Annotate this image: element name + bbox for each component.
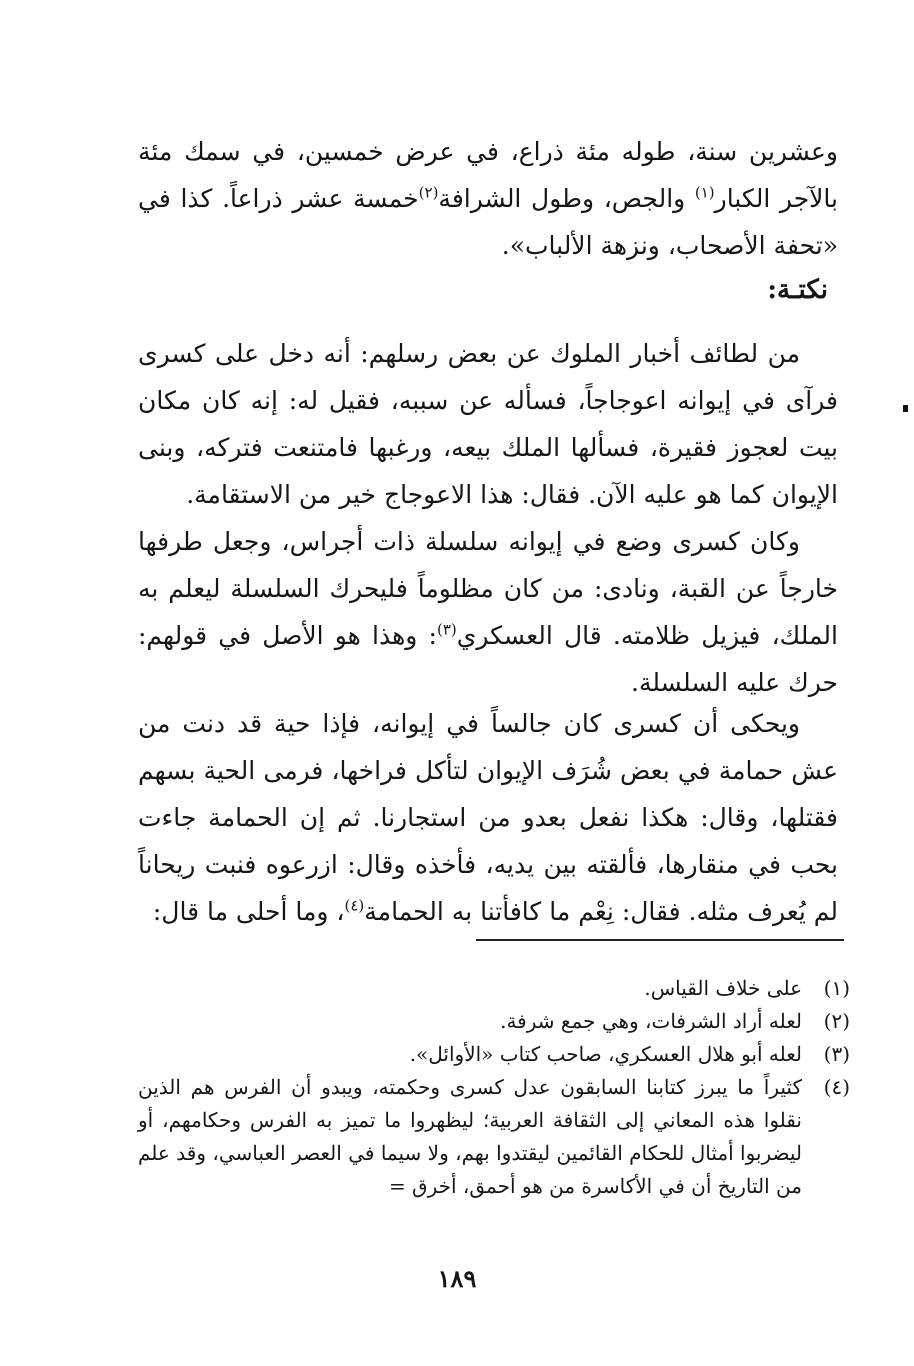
paragraph-3-text-b: ، وما أحلى ما قال: <box>152 897 345 926</box>
paragraph-1 <box>138 330 838 518</box>
opening-text-part-3: خمسة عشر ذراعاً. كذا في «تحفة الأصحاب، ونزهة الألباب». <box>138 184 838 260</box>
paragraph-1-text: من لطائف أخبار الملوك عن بعض رسلهم: أنه دخل على كسرى فرآى في إيوانه اعوجاجاً، فسأله عن سببه، فقيل له: إنه كان مكان بيت لعجوز فقيرة، فسألها الملك بيعه، ورغبها فامتنعت فتركه، وبنى الإيوان كما هو عليه الآن. فقال: هذا الاعوجاج خير من الاستقامة. <box>138 339 838 509</box>
footnote-text: كثيراً ما يبرز كتابنا السابقون عدل كسرى وحكمته، ويبدو أن الفرس هم الذين نقلوا هذه المعاني إلى الثقافة العربية؛ ليظهروا ما تميز به الفرس وحكامهم، أو ليضربوا أمثال للحكام القائمين ليقتدوا بهم، ولا سيما في العصر العباسي، وقد علم من التاريخ أن في الأكاسرة من هو أحمق، أخرق = <box>138 1075 802 1198</box>
footnote-ref-4: (٤) <box>344 896 365 915</box>
footnote-text: على خلاف القياس. <box>644 976 802 1000</box>
opening-paragraph <box>138 128 838 269</box>
footnote-ref-2: (٢) <box>418 183 439 202</box>
paragraph-3-text-a: ويحكى أن كسرى كان جالساً في إيوانه، فإذا حية قد دنت من عش حمامة في بعض شُرَف الإيوان لتأكل فراخها، فرمى الحية بسهم فقتلها، وقال: هكذا نفعل بعدو من استجارنا. ثم إن الحمامة جاءت بحب في منقارها، فألقته بين يديه، فأخذه وقال: ازرعوه فنبت ريحاناً لم يُعرف مثله. فقال: نِعْم ما كافأتنا به الحمامة <box>138 709 838 926</box>
footnote-number: (٣) <box>823 1042 850 1066</box>
section-heading: نكتـة: <box>767 275 828 305</box>
footnote-ref-3: (٣) <box>436 620 457 639</box>
opening-text-part-1: وعشرين سنة، طوله مئة ذراع، في عرض خمسين، في سمك مئة بالآجر الكبار <box>138 137 838 213</box>
footnote-text: لعله أراد الشرفات، وهي جمع شرفة. <box>500 1009 802 1033</box>
footnote-2 <box>138 1005 850 1038</box>
paragraph-3 <box>138 700 838 935</box>
paragraph-2 <box>138 518 838 706</box>
footnote-number: (٢) <box>823 1009 850 1033</box>
footnote-3 <box>138 1038 850 1071</box>
footnote-text: لعله أبو هلال العسكري، صاحب كتاب «الأوائل». <box>409 1042 802 1066</box>
footnote-4 <box>138 1071 850 1203</box>
footnote-1 <box>138 972 850 1005</box>
footnotes <box>138 972 850 1203</box>
paragraph-2-text-b: : وهذا هو الأصل في قولهم: حرك عليه السلسلة. <box>138 621 838 697</box>
footnote-separator <box>476 939 844 941</box>
footnote-number: (٤) <box>823 1075 850 1099</box>
scan-edge-mark <box>903 405 908 412</box>
page-number: ١٨٩ <box>437 1264 477 1293</box>
paragraph-2-text-a: وكان كسرى وضع في إيوانه سلسلة ذات أجراس، وجعل طرفها خارجاً عن القبة، ونادى: من كان مظلوماً فليحرك السلسلة ليعلم به الملك، فيزيل ظلامته. قال العسكري <box>138 527 838 650</box>
footnote-number: (١) <box>823 976 850 1000</box>
opening-text-part-2: والجص، وطول الشرافة <box>438 184 695 213</box>
footnote-ref-1: (١) <box>694 183 715 202</box>
